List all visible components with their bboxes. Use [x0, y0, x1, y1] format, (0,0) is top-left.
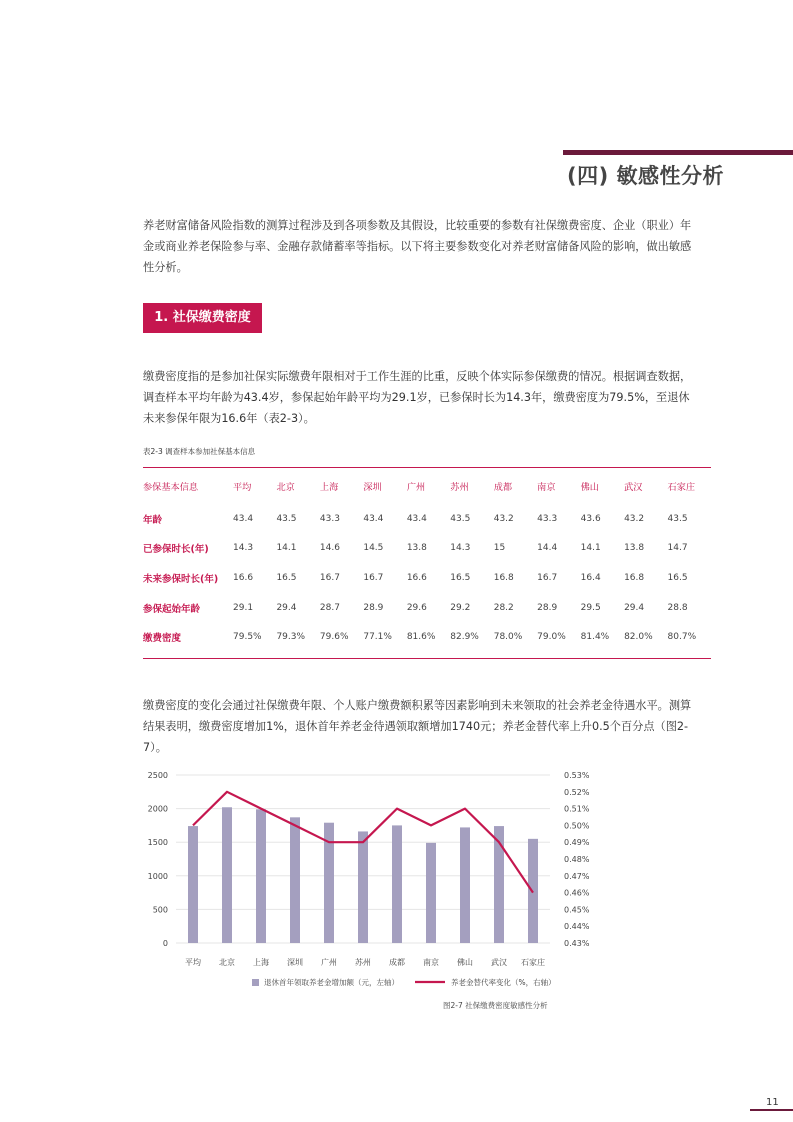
category-label: 苏州: [355, 958, 371, 967]
table-cell: 43.2: [624, 513, 645, 524]
table-cell: 16.7: [363, 572, 384, 583]
table-cell: 79.0%: [537, 632, 566, 643]
table-cell: 29.4: [624, 602, 645, 613]
table-row: [143, 534, 711, 564]
page-number: 11: [766, 1097, 779, 1108]
table-cell: 29.2: [450, 602, 471, 613]
table-cell: 79.3%: [276, 632, 306, 643]
legend-bar-label: 退休首年领取养老金增加额（元，左轴）: [264, 978, 399, 987]
bar: [188, 826, 198, 943]
table-cell: 15: [493, 543, 506, 554]
density-paragraph: 缴费密度指的是参加社保实际缴费年限相对于工作生涯的比重，反映个体实际参保缴费的情况。根据调查数据，调查样本平均年龄为43.4岁，参保起始年龄平均为29.1岁，已参保时长为14.3年，缴费密度为79.5%，至退休未来参保年限为16.6年（表2-3）。: [143, 370, 692, 425]
table-cell: 29.4: [276, 602, 297, 613]
table-row: [143, 622, 711, 652]
table-cell: 16.5: [667, 572, 688, 583]
table-cell: 16.8: [493, 572, 514, 583]
left-axis-tick-label: 2500: [147, 771, 168, 780]
table-cell: 29.5: [580, 602, 601, 613]
table-cell: 28.8: [667, 602, 688, 613]
table-header-city: 武汉: [624, 482, 643, 493]
table-cell: 82.0%: [624, 632, 653, 643]
right-axis-tick-label: 0.47%: [564, 871, 590, 881]
table-cell: 14.7: [667, 543, 688, 554]
table-row-label: 缴费密度: [143, 633, 182, 645]
table-cell: 16.5: [276, 572, 297, 583]
left-axis-tick-label: 1500: [147, 838, 168, 848]
left-axis-tick-label: 500: [152, 905, 168, 915]
table-header-row: [143, 468, 711, 504]
table-cell: 28.9: [537, 602, 558, 613]
right-axis-tick-label: 0.48%: [564, 855, 590, 864]
bar: [256, 809, 266, 943]
table-cell: 43.6: [580, 513, 601, 524]
category-label: 石家庄: [521, 958, 545, 967]
table-cell: 14.4: [537, 543, 558, 554]
intro-paragraph: 养老财富储备风险指数的测算过程涉及到各项参数及其假设，比较重要的参数有社保缴费密度、企业（职业）年金或商业养老保险参与率、金融存款储蓄率等指标。以下将主要参数变化对养老财富储备风险的影响，做出敏感性分析。: [143, 219, 692, 274]
category-label: 平均: [185, 958, 201, 967]
table-header-city: 石家庄: [667, 482, 696, 493]
subsection-heading: 1. 社保缴费密度: [143, 303, 262, 333]
table-cell: 77.1%: [363, 632, 392, 643]
table-cell: 13.8: [624, 543, 645, 554]
table-cell: 28.9: [363, 602, 384, 613]
table-cell: 81.4%: [580, 632, 610, 643]
table-cell: 79.6%: [319, 632, 349, 643]
figure-caption: 图2-7 社保缴费密度敏感性分析: [443, 1001, 548, 1010]
table-cell: 28.7: [319, 602, 340, 613]
right-axis-tick-label: 0.45%: [564, 905, 590, 915]
legend-line-label: 养老金替代率变化（%，右轴）: [451, 978, 556, 987]
table-cell: 14.1: [580, 543, 601, 554]
legend-bar-swatch: [252, 979, 259, 986]
table-cell: 79.5%: [233, 632, 262, 643]
table-cell: 29.6: [406, 602, 427, 613]
left-axis-tick-label: 1000: [147, 871, 168, 881]
right-axis-tick-label: 0.50%: [564, 821, 590, 831]
table-header-city: 广州: [406, 482, 426, 493]
effect-paragraph: 缴费密度的变化会通过社保缴费年限、个人账户缴费额积累等因素影响到未来领取的社会养老金待遇水平。测算结果表明，缴费密度增加1%，退休首年养老金待遇领取额增加1740元；养老金替代率上升0.5个百分点（图2-7）。: [143, 699, 692, 754]
table-cell: 14.3: [233, 543, 254, 554]
table-cell: 16.6: [233, 572, 254, 583]
table-cell: 16.7: [537, 572, 558, 583]
table-cell: 43.5: [667, 513, 688, 524]
table-cell: 43.5: [276, 513, 297, 524]
category-label: 深圳: [287, 958, 303, 967]
category-label: 广州: [321, 958, 337, 967]
table-cell: 43.3: [537, 513, 558, 524]
bar: [392, 825, 402, 943]
right-axis-tick-label: 0.49%: [564, 838, 590, 848]
table-cell: 16.7: [319, 572, 340, 583]
table-row-label: 参保起始年龄: [143, 603, 201, 615]
table-cell: 14.6: [319, 543, 340, 554]
table-cell: 82.9%: [450, 632, 479, 643]
table-cell: 14.1: [276, 543, 297, 554]
table-header-city: 深圳: [363, 482, 382, 493]
table-cell: 28.2: [493, 602, 514, 613]
table-cell: 81.6%: [406, 632, 436, 643]
right-axis-tick-label: 0.46%: [564, 888, 590, 898]
table-row: [143, 504, 711, 534]
table-cell: 43.4: [406, 513, 427, 524]
table-header-city: 平均: [233, 482, 252, 493]
table-cell: 16.8: [624, 572, 645, 583]
table-row: [143, 593, 711, 623]
bar: [290, 817, 300, 943]
page-number-rule: [750, 1109, 793, 1111]
section-top-rule: [563, 150, 793, 155]
table-cell: 16.4: [580, 572, 601, 583]
table-cell: 78.0%: [493, 632, 523, 643]
table-cell: 29.1: [233, 602, 254, 613]
table-cell: 14.5: [363, 543, 384, 554]
right-axis-tick-label: 0.52%: [564, 787, 590, 797]
table-cell: 16.5: [450, 572, 471, 583]
category-label: 成都: [389, 958, 405, 967]
table-cell: 13.8: [406, 543, 427, 554]
table-row: [143, 563, 711, 593]
right-axis-tick-label: 0.51%: [564, 804, 590, 814]
table-header-city: 上海: [319, 482, 339, 493]
left-axis-tick-label: 0: [162, 939, 168, 948]
bar: [358, 831, 368, 943]
category-label: 武汉: [491, 958, 507, 967]
category-label: 南京: [423, 958, 439, 967]
table-cell: 16.6: [406, 572, 427, 583]
right-axis-tick-label: 0.43%: [564, 939, 590, 948]
category-label: 北京: [219, 958, 235, 967]
table-header-city: 成都: [493, 482, 513, 493]
table-header-city: 南京: [537, 482, 556, 493]
bar: [460, 827, 470, 943]
section-title: (四) 敏感性分析: [567, 164, 725, 188]
sensitivity-chart: [140, 763, 600, 999]
left-axis-tick-label: 2000: [147, 804, 168, 814]
table-header-city: 苏州: [450, 482, 469, 493]
table-cell: 43.4: [363, 513, 384, 524]
table-row-label: 已参保时长(年): [143, 544, 209, 556]
right-axis-tick-label: 0.53%: [564, 771, 590, 780]
category-label: 佛山: [457, 958, 473, 967]
info-table: [143, 467, 711, 659]
table-header-label: 参保基本信息: [143, 482, 199, 493]
table-row-label: 年龄: [143, 514, 163, 526]
table-cell: 43.3: [319, 513, 340, 524]
table-cell: 43.4: [233, 513, 254, 524]
table-bottom-rule: [143, 658, 711, 659]
table-cell: 43.2: [493, 513, 514, 524]
table-row-label: 未来参保时长(年): [143, 573, 219, 585]
table-header-city: 北京: [276, 482, 295, 493]
right-axis-tick-label: 0.44%: [564, 922, 590, 932]
bar: [222, 807, 232, 943]
table-caption: 表2-3 调查样本参加社保基本信息: [143, 447, 256, 456]
table-header-city: 佛山: [580, 482, 599, 493]
table-cell: 43.5: [450, 513, 471, 524]
bar: [426, 843, 436, 943]
table-cell: 14.3: [450, 543, 471, 554]
category-label: 上海: [253, 958, 269, 967]
table-cell: 80.7%: [667, 632, 697, 643]
